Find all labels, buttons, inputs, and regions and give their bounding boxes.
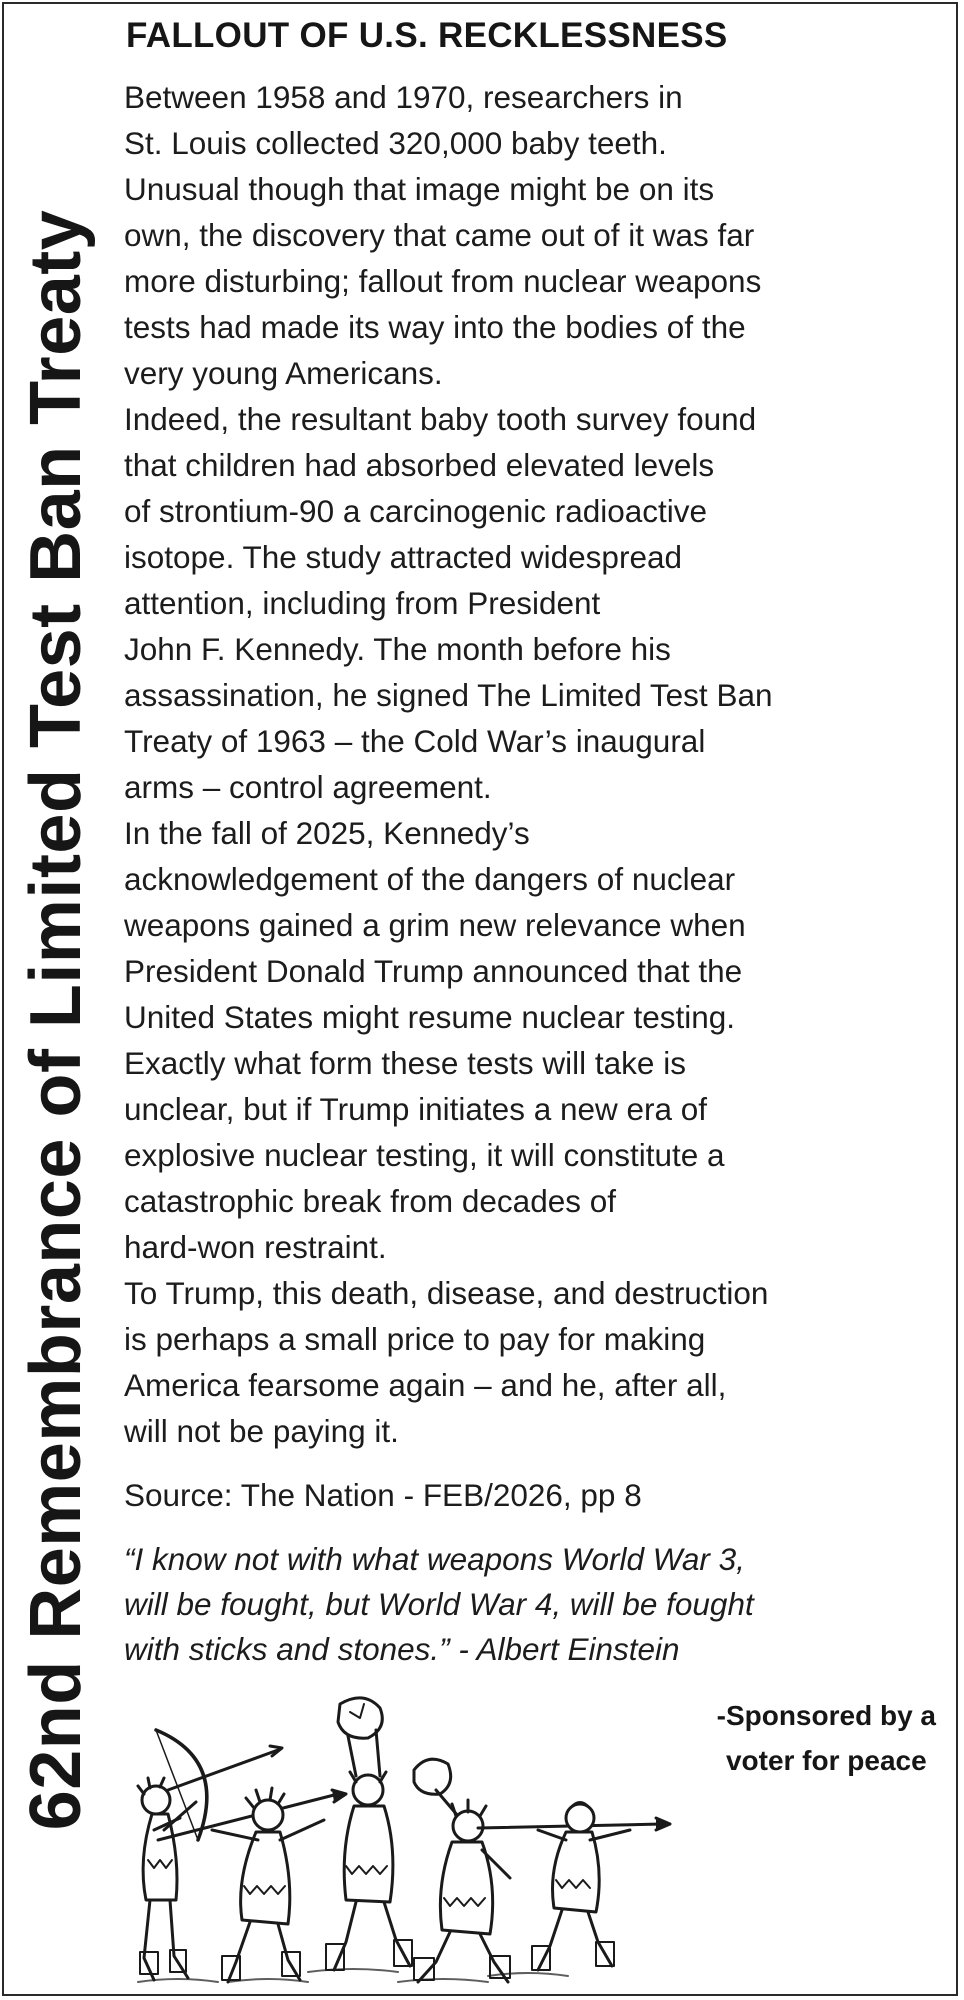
side-title: 62nd Remembrance of Limited Test Ban Treaty bbox=[16, 209, 96, 1831]
text-line: In the fall of 2025, Kennedy’s bbox=[124, 815, 530, 851]
source-citation: Source: The Nation - FEB/2026, pp 8 bbox=[124, 1477, 642, 1513]
paragraph-4 bbox=[124, 1270, 946, 1454]
sponsor-line: -Sponsored by a bbox=[716, 1700, 936, 1731]
text-line: Indeed, the resultant baby tooth survey found bbox=[124, 401, 757, 437]
text-line: unclear, but if Trump initiates a new era of bbox=[124, 1091, 708, 1127]
text-line: Exactly what form these tests will take is bbox=[124, 1045, 686, 1081]
text-line: St. Louis collected 320,000 baby teeth. bbox=[124, 125, 667, 161]
text-line: Unusual though that image might be on its bbox=[124, 171, 715, 207]
text-line: assassination, he signed The Limited Test Ban bbox=[124, 677, 773, 713]
right-spear-figure bbox=[478, 1802, 670, 1970]
text-line: Treaty of 1963 – the Cold War’s inaugural bbox=[124, 723, 706, 759]
text-line: catastrophic break from decades of bbox=[124, 1183, 617, 1219]
text-line: attention, including from President bbox=[124, 585, 601, 621]
text-line: arms – control agreement. bbox=[124, 769, 492, 805]
text-line: that children had absorbed elevated levels bbox=[124, 447, 715, 483]
text-line: Between 1958 and 1970, researchers in bbox=[124, 79, 683, 115]
text-line: isotope. The study attracted widespread bbox=[124, 539, 683, 575]
article-body bbox=[124, 74, 946, 1454]
paragraph-1 bbox=[124, 74, 946, 396]
text-line: own, the discovery that came out of it was far bbox=[124, 217, 755, 253]
headline: FALLOUT OF U.S. RECKLESSNESS bbox=[126, 16, 728, 55]
text-line: tests had made its way into the bodies of the bbox=[124, 309, 746, 345]
stone-warrior-figure bbox=[414, 1759, 510, 1982]
text-line: very young Americans. bbox=[124, 355, 443, 391]
text-line: will not be paying it. bbox=[124, 1413, 399, 1449]
text-line: acknowledgement of the dangers of nuclear bbox=[124, 861, 736, 897]
side-title-column bbox=[0, 0, 112, 2000]
text-line: of strontium-90 a carcinogenic radioactive bbox=[124, 493, 708, 529]
text-line: President Donald Trump announced that the bbox=[124, 953, 743, 989]
text-line: is perhaps a small price to pay for making bbox=[124, 1321, 706, 1357]
quote-line: will be fought, but World War 4, will be fought bbox=[124, 1586, 754, 1622]
einstein-quote bbox=[124, 1537, 754, 1672]
paragraph-3 bbox=[124, 810, 946, 1270]
text-line: hard-won restraint. bbox=[124, 1229, 387, 1265]
text-line: America fearsome again – and he, after all, bbox=[124, 1367, 727, 1403]
stone-age-warriors-illustration bbox=[118, 1690, 698, 1990]
quote-line: “I know not with what weapons World War 3, bbox=[124, 1541, 745, 1577]
paragraph-2 bbox=[124, 396, 946, 810]
quote-line: with sticks and stones.” - Albert Einstein bbox=[124, 1631, 680, 1667]
text-line: To Trump, this death, disease, and destruction bbox=[124, 1275, 769, 1311]
sponsor-credit bbox=[717, 1693, 936, 1783]
text-line: John F. Kennedy. The month before his bbox=[124, 631, 671, 667]
text-line: United States might resume nuclear testing. bbox=[124, 999, 736, 1035]
text-line: weapons gained a grim new relevance when bbox=[124, 907, 746, 943]
sponsor-line: voter for peace bbox=[725, 1745, 927, 1776]
text-line: more disturbing; fallout from nuclear weapons bbox=[124, 263, 762, 299]
text-line: explosive nuclear testing, it will constitute a bbox=[124, 1137, 725, 1173]
rock-thrower-figure bbox=[326, 1698, 412, 1970]
